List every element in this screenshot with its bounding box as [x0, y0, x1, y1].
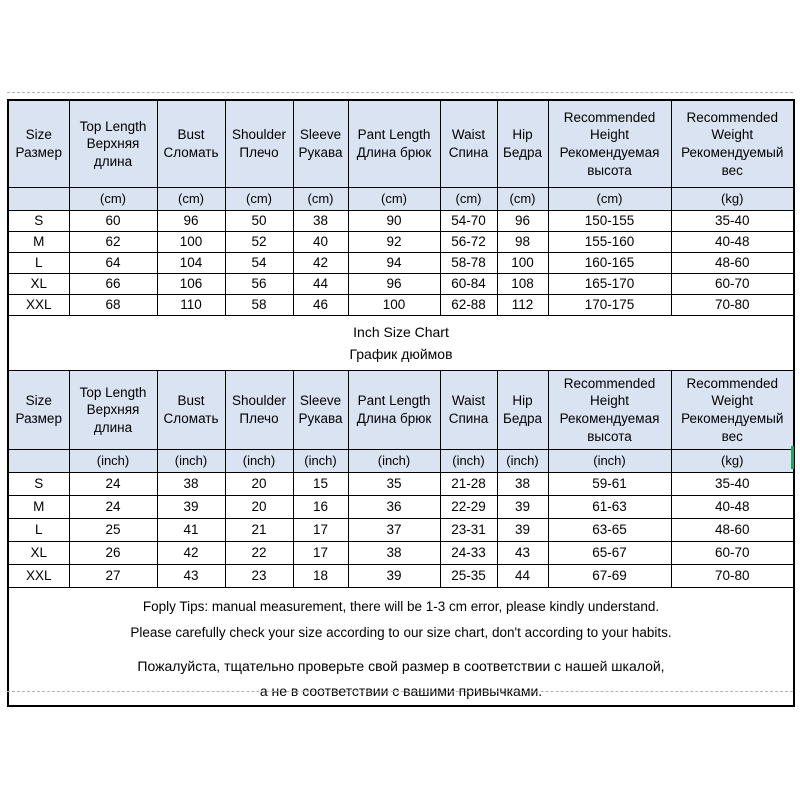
value-cell: 90: [348, 211, 440, 232]
middle-title-ru: График дюймов: [349, 346, 453, 362]
header-cell: [440, 371, 497, 450]
value-cell: 60-70: [671, 274, 794, 295]
value-cell: 59-61: [548, 473, 671, 496]
header-cell: [548, 100, 671, 188]
header-cell: [497, 100, 548, 188]
value-cell: 24-33: [440, 542, 497, 565]
value-cell: 38: [497, 473, 548, 496]
value-cell: 160-165: [548, 253, 671, 274]
header-label-en: Sleeve: [299, 127, 342, 143]
value-cell: 94: [348, 253, 440, 274]
value-cell: 48-60: [671, 253, 794, 274]
header-label-ru: Длина брюк: [356, 411, 432, 426]
value-cell: 44: [293, 274, 348, 295]
header-label-ru: Спина: [448, 411, 489, 426]
value-cell: 42: [293, 253, 348, 274]
value-cell: 38: [293, 211, 348, 232]
value-cell: 24: [69, 496, 157, 519]
header-cell: [671, 100, 794, 188]
value-cell: 54: [225, 253, 293, 274]
value-cell: 20: [225, 473, 293, 496]
value-cell: 38: [348, 542, 440, 565]
header-cell: [8, 100, 69, 188]
value-cell: 17: [293, 542, 348, 565]
unit-cell: (inch): [69, 450, 157, 473]
unit-cell: (cm): [440, 188, 497, 211]
header-label-ru: Плечо: [239, 411, 279, 426]
unit-cell: (cm): [348, 188, 440, 211]
value-cell: 92: [348, 232, 440, 253]
table-row: [8, 253, 794, 274]
header-label-ru: Размер: [15, 145, 62, 160]
header-label-ru: Плечо: [239, 145, 279, 160]
value-cell: 22: [225, 542, 293, 565]
header-label-ru: Бедра: [503, 411, 542, 426]
unit-cell: (kg): [671, 188, 794, 211]
value-cell: 68: [69, 295, 157, 316]
tips-ru-line2: а не в соответствии с вашими привычками.: [259, 683, 543, 700]
value-cell: 58-78: [440, 253, 497, 274]
unit-cell: (kg): [671, 450, 794, 473]
header-cell: [157, 100, 225, 188]
unit-cell: (inch): [225, 450, 293, 473]
cm_table-header-row: [8, 100, 794, 188]
value-cell: 62: [69, 232, 157, 253]
value-cell: 58: [225, 295, 293, 316]
header-cell: [497, 371, 548, 450]
unit-cell: (cm): [293, 188, 348, 211]
value-cell: 112: [497, 295, 548, 316]
unit-cell: (cm): [497, 188, 548, 211]
header-cell: [440, 100, 497, 188]
tips-en-line2: Please carefully check your size according to our size chart, don't according to your habits.: [130, 624, 672, 640]
value-cell: 40: [293, 232, 348, 253]
header-label-ru: Бедра: [503, 145, 542, 160]
header-label-ru: Сломать: [163, 411, 219, 426]
value-cell: 17: [293, 519, 348, 542]
value-cell: 23: [225, 565, 293, 588]
size-chart: [7, 99, 793, 707]
value-cell: 35: [348, 473, 440, 496]
value-cell: 155-160: [548, 232, 671, 253]
table-row: [8, 295, 794, 316]
size-cell: XXL: [8, 295, 69, 316]
header-label-ru: Спина: [448, 145, 489, 160]
header-label-ru: Рекомендуемая высота: [559, 411, 660, 444]
header-label-en: Bust: [177, 127, 205, 143]
value-cell: 16: [293, 496, 348, 519]
header-cell: [69, 371, 157, 450]
header-label-en: Recommended Weight: [686, 109, 779, 143]
header-label-ru: Сломать: [163, 145, 219, 160]
value-cell: 39: [157, 496, 225, 519]
value-cell: 106: [157, 274, 225, 295]
size-cell: M: [8, 496, 69, 519]
header-label-en: Sleeve: [299, 393, 342, 409]
value-cell: 23-31: [440, 519, 497, 542]
value-cell: 44: [497, 565, 548, 588]
value-cell: 18: [293, 565, 348, 588]
header-label-en: Waist: [451, 127, 486, 143]
header-label-en: Shoulder: [231, 393, 287, 409]
value-cell: 26: [69, 542, 157, 565]
page-break-line-bottom: [7, 691, 793, 692]
value-cell: 35-40: [671, 473, 794, 496]
header-label-en: Recommended Height: [563, 109, 656, 143]
table-row: [8, 542, 794, 565]
value-cell: 41: [157, 519, 225, 542]
tips-text-en: [11, 594, 791, 645]
value-cell: 39: [348, 565, 440, 588]
value-cell: 70-80: [671, 565, 794, 588]
unit-cell: [8, 188, 69, 211]
value-cell: 56-72: [440, 232, 497, 253]
header-label-en: Bust: [177, 393, 205, 409]
table-row: [8, 496, 794, 519]
value-cell: 65-67: [548, 542, 671, 565]
table-row: [8, 519, 794, 542]
tips-row: [8, 588, 794, 706]
header-label-ru: Длина брюк: [356, 145, 432, 160]
header-cell: [293, 371, 348, 450]
value-cell: 38: [157, 473, 225, 496]
page-break-line-top: [7, 92, 793, 93]
value-cell: 56: [225, 274, 293, 295]
header-label-en: Shoulder: [231, 127, 287, 143]
header-cell: [225, 371, 293, 450]
size-cell: L: [8, 253, 69, 274]
unit-cell: (inch): [157, 450, 225, 473]
header-label-en: Hip: [512, 127, 533, 143]
header-label-en: Waist: [451, 393, 486, 409]
value-cell: 50: [225, 211, 293, 232]
unit-cell: (inch): [548, 450, 671, 473]
value-cell: 70-80: [671, 295, 794, 316]
header-label-ru: Рекомендуемый вес: [681, 145, 784, 178]
unit-cell: (inch): [293, 450, 348, 473]
value-cell: 52: [225, 232, 293, 253]
value-cell: 66: [69, 274, 157, 295]
table-row: [8, 473, 794, 496]
size-cell: XL: [8, 542, 69, 565]
header-label-en: Top Length: [79, 118, 147, 134]
header-label-en: Pant Length: [357, 127, 431, 143]
tips-cell: [8, 588, 794, 706]
inch_table-units-row: [8, 450, 794, 473]
header-label-ru: Верхняя длина: [86, 136, 140, 169]
header-label-ru: Рукава: [298, 411, 343, 426]
size-chart-table: [7, 99, 795, 707]
value-cell: 40-48: [671, 232, 794, 253]
size-cell: XL: [8, 274, 69, 295]
header-label-en: Size: [25, 127, 52, 143]
value-cell: 21: [225, 519, 293, 542]
cm_table-units-row: [8, 188, 794, 211]
value-cell: 54-70: [440, 211, 497, 232]
value-cell: 25: [69, 519, 157, 542]
value-cell: 37: [348, 519, 440, 542]
header-cell: [293, 100, 348, 188]
value-cell: 96: [497, 211, 548, 232]
unit-cell: (cm): [157, 188, 225, 211]
value-cell: 60-70: [671, 542, 794, 565]
unit-cell: (inch): [497, 450, 548, 473]
header-cell: [671, 371, 794, 450]
tips-section: [8, 588, 794, 706]
size-cell: M: [8, 232, 69, 253]
unit-cell: (inch): [440, 450, 497, 473]
middle-title-en: Inch Size Chart: [353, 323, 449, 340]
value-cell: 110: [157, 295, 225, 316]
value-cell: 64: [69, 253, 157, 274]
size-cell: L: [8, 519, 69, 542]
unit-cell: [8, 450, 69, 473]
value-cell: 61-63: [548, 496, 671, 519]
tips-en-line1: Foply Tips: manual measurement, there will be 1-3 cm error, please kindly understand.: [142, 599, 660, 614]
value-cell: 43: [497, 542, 548, 565]
header-label-ru: Верхняя длина: [86, 402, 140, 435]
inch_table-header-row: [8, 371, 794, 450]
value-cell: 40-48: [671, 496, 794, 519]
cm-size-table: [8, 100, 794, 316]
header-cell: [348, 100, 440, 188]
value-cell: 36: [348, 496, 440, 519]
value-cell: 39: [497, 496, 548, 519]
header-cell: [225, 100, 293, 188]
size-cell: S: [8, 211, 69, 232]
tips-ru-line1: Пожалуйста, тщательно проверьте свой размер в соответствии с нашей шкалой,: [137, 658, 665, 675]
header-label-en: Size: [25, 393, 52, 409]
table-row: [8, 565, 794, 588]
middle-title-row: [8, 316, 794, 371]
value-cell: 104: [157, 253, 225, 274]
value-cell: 96: [348, 274, 440, 295]
value-cell: 27: [69, 565, 157, 588]
table-row: [8, 232, 794, 253]
header-cell: [157, 371, 225, 450]
value-cell: 165-170: [548, 274, 671, 295]
cell-selection-marker: [791, 446, 794, 469]
value-cell: 48-60: [671, 519, 794, 542]
inch-size-table: [8, 371, 794, 588]
header-cell: [69, 100, 157, 188]
header-label-ru: Рукава: [298, 145, 343, 160]
value-cell: 60: [69, 211, 157, 232]
value-cell: 42: [157, 542, 225, 565]
value-cell: 21-28: [440, 473, 497, 496]
value-cell: 108: [497, 274, 548, 295]
value-cell: 15: [293, 473, 348, 496]
header-label-en: Hip: [512, 393, 533, 409]
header-label-en: Top Length: [79, 384, 147, 400]
table-row: [8, 211, 794, 232]
header-cell: [8, 371, 69, 450]
table-row: [8, 274, 794, 295]
header-label-en: Pant Length: [357, 393, 431, 409]
header-label-en: Recommended Weight: [686, 375, 779, 409]
value-cell: 43: [157, 565, 225, 588]
value-cell: 60-84: [440, 274, 497, 295]
header-cell: [548, 371, 671, 450]
unit-cell: (inch): [348, 450, 440, 473]
value-cell: 62-88: [440, 295, 497, 316]
value-cell: 67-69: [548, 565, 671, 588]
value-cell: 100: [348, 295, 440, 316]
tips-text-ru: [11, 654, 791, 704]
value-cell: 39: [497, 519, 548, 542]
middle-title-section: [8, 316, 794, 371]
value-cell: 100: [497, 253, 548, 274]
size-cell: XXL: [8, 565, 69, 588]
value-cell: 20: [225, 496, 293, 519]
unit-cell: (cm): [69, 188, 157, 211]
unit-cell: (cm): [548, 188, 671, 211]
header-cell: [348, 371, 440, 450]
header-label-en: Recommended Height: [563, 375, 656, 409]
value-cell: 170-175: [548, 295, 671, 316]
value-cell: 96: [157, 211, 225, 232]
value-cell: 25-35: [440, 565, 497, 588]
header-label-ru: Рекомендуемая высота: [559, 145, 660, 178]
value-cell: 63-65: [548, 519, 671, 542]
value-cell: 98: [497, 232, 548, 253]
value-cell: 24: [69, 473, 157, 496]
header-label-ru: Рекомендуемый вес: [681, 411, 784, 444]
value-cell: 35-40: [671, 211, 794, 232]
value-cell: 46: [293, 295, 348, 316]
unit-cell: (cm): [225, 188, 293, 211]
middle-title-cell: [8, 316, 794, 371]
value-cell: 100: [157, 232, 225, 253]
value-cell: 150-155: [548, 211, 671, 232]
size-cell: S: [8, 473, 69, 496]
header-label-ru: Размер: [15, 411, 62, 426]
value-cell: 22-29: [440, 496, 497, 519]
